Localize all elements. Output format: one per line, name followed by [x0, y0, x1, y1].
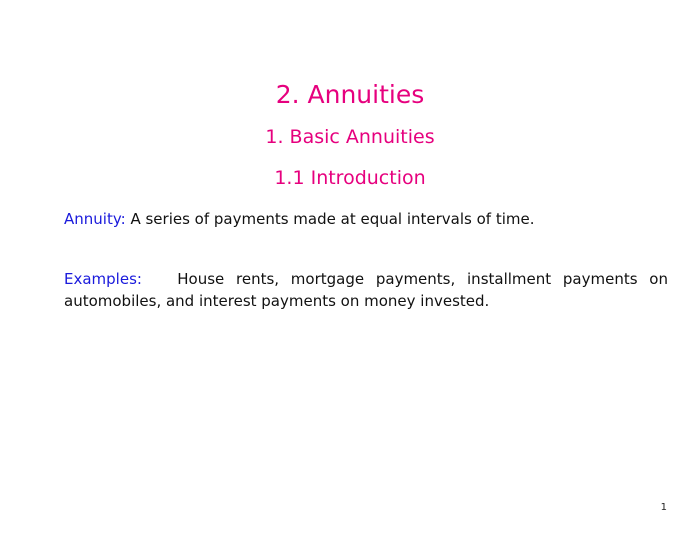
definition-term: Annuity:	[64, 210, 126, 228]
page-number: 1	[660, 502, 667, 513]
definition-text: A series of payments made at equal intervals of time.	[130, 210, 535, 228]
subsection-title: 1.1 Introduction	[274, 167, 426, 189]
examples-paragraph	[64, 268, 668, 312]
examples-text: House rents, mortgage payments, installment payments on automobiles, and interest payments on money invested.	[64, 270, 668, 310]
examples-term: Examples:	[64, 270, 142, 288]
chapter-title: 2. Annuities	[275, 80, 425, 109]
definition-paragraph	[64, 208, 668, 230]
section-title: 1. Basic Annuities	[265, 126, 435, 148]
